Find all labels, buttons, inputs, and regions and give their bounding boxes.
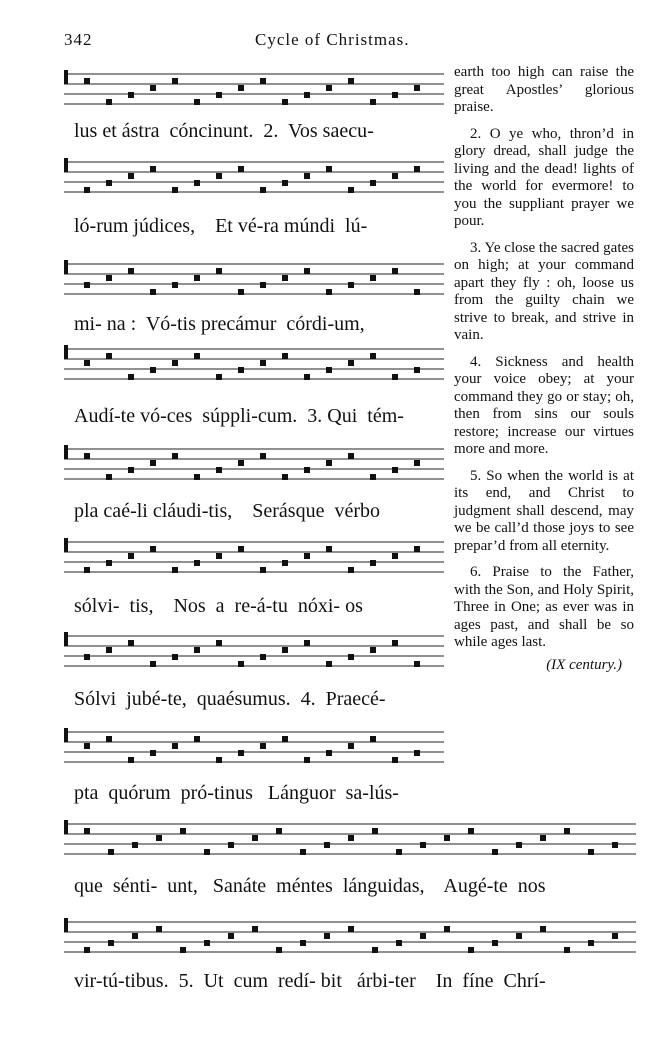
neume bbox=[396, 940, 402, 946]
neume bbox=[392, 553, 398, 559]
neume bbox=[128, 553, 134, 559]
neume bbox=[172, 187, 178, 193]
neume bbox=[444, 926, 450, 932]
neume bbox=[564, 947, 570, 953]
neume bbox=[84, 78, 90, 84]
neume bbox=[326, 367, 332, 373]
neume bbox=[84, 360, 90, 366]
neume bbox=[326, 546, 332, 552]
neume bbox=[84, 282, 90, 288]
neume bbox=[326, 289, 332, 295]
century-attribution: (IX century.) bbox=[546, 656, 622, 673]
neume bbox=[304, 467, 310, 473]
neume bbox=[84, 743, 90, 749]
neume bbox=[172, 360, 178, 366]
chant-staff-6 bbox=[64, 538, 444, 578]
neume bbox=[282, 736, 288, 742]
neume bbox=[414, 289, 420, 295]
neume bbox=[260, 654, 266, 660]
neume bbox=[128, 92, 134, 98]
clef-mark bbox=[64, 918, 68, 932]
neume bbox=[204, 940, 210, 946]
clef-mark bbox=[64, 632, 68, 646]
lyric-line-6: sólvi- tis, Nos a re-á-tu nóxi- os bbox=[74, 595, 363, 617]
lyric-line-8: pta quórum pró-tinus Lánguor sa-lús- bbox=[74, 782, 399, 804]
neume bbox=[260, 78, 266, 84]
neume bbox=[370, 180, 376, 186]
neume bbox=[150, 85, 156, 91]
neume bbox=[228, 933, 234, 939]
neume bbox=[370, 647, 376, 653]
neume bbox=[304, 92, 310, 98]
neume bbox=[276, 828, 282, 834]
clef-mark bbox=[64, 538, 68, 552]
staff-lines bbox=[64, 918, 636, 958]
neume bbox=[348, 926, 354, 932]
neume bbox=[172, 567, 178, 573]
neume bbox=[392, 757, 398, 763]
staff-lines bbox=[64, 345, 444, 385]
neume bbox=[326, 750, 332, 756]
neume bbox=[372, 947, 378, 953]
neume bbox=[414, 460, 420, 466]
neume bbox=[392, 374, 398, 380]
neume bbox=[392, 268, 398, 274]
english-translation bbox=[454, 64, 634, 674]
neume bbox=[468, 947, 474, 953]
chant-staff-2 bbox=[64, 158, 444, 198]
lyric-line-2: ló-rum júdices, Et vé-ra múndi lú- bbox=[74, 215, 368, 237]
neume bbox=[282, 180, 288, 186]
neume bbox=[414, 546, 420, 552]
neume bbox=[84, 828, 90, 834]
neume bbox=[194, 275, 200, 281]
neume bbox=[216, 553, 222, 559]
chant-staff-3 bbox=[64, 260, 444, 300]
neume bbox=[260, 453, 266, 459]
translation-stanza: earth too high can raise the great Apostles’ glorious praise. bbox=[454, 64, 634, 115]
neume bbox=[108, 849, 114, 855]
neume bbox=[392, 640, 398, 646]
neume bbox=[156, 926, 162, 932]
neume bbox=[414, 367, 420, 373]
neume bbox=[106, 647, 112, 653]
neume bbox=[128, 173, 134, 179]
neume bbox=[84, 453, 90, 459]
translation-stanza: 5. So when the world is at its end, and Christ to judgment shall descend, may we be call’d those joys to see prepar’d from all eternity. bbox=[454, 467, 634, 554]
neume bbox=[194, 353, 200, 359]
neume bbox=[414, 166, 420, 172]
neume bbox=[84, 567, 90, 573]
neume bbox=[282, 647, 288, 653]
neume bbox=[300, 940, 306, 946]
neume bbox=[370, 353, 376, 359]
neume bbox=[106, 560, 112, 566]
clef-mark bbox=[64, 728, 68, 742]
neume bbox=[326, 460, 332, 466]
neume bbox=[216, 268, 222, 274]
neume bbox=[348, 654, 354, 660]
neume bbox=[540, 926, 546, 932]
lyric-line-4: Audí-te vó-ces súppli-cum. 3. Qui tém- bbox=[74, 405, 404, 427]
neume bbox=[564, 828, 570, 834]
neume bbox=[216, 467, 222, 473]
neume bbox=[132, 842, 138, 848]
page-number: 342 bbox=[64, 30, 93, 49]
chant-staff-9 bbox=[64, 820, 636, 860]
neume bbox=[150, 289, 156, 295]
neume bbox=[128, 640, 134, 646]
neume bbox=[238, 546, 244, 552]
neume bbox=[128, 757, 134, 763]
neume bbox=[420, 842, 426, 848]
neume bbox=[282, 275, 288, 281]
neume bbox=[216, 640, 222, 646]
neume bbox=[108, 940, 114, 946]
neume bbox=[194, 647, 200, 653]
neume bbox=[194, 99, 200, 105]
translation-stanza: 2. O ye who, thron’d in glory dread, shall judge the living and the dead! lights of the world for evermore! to you the suppliant prayer we pour. bbox=[454, 125, 634, 229]
neume bbox=[304, 268, 310, 274]
neume bbox=[252, 835, 258, 841]
neume bbox=[150, 546, 156, 552]
neume bbox=[172, 453, 178, 459]
chant-staff-4 bbox=[64, 345, 444, 385]
translation-stanza: 3. Ye close the sacred gates on high; at your command apart they fly : oh, loose us from the guilty chain we strive to break, and strive in vain. bbox=[454, 239, 634, 343]
neume bbox=[348, 187, 354, 193]
staff-lines bbox=[64, 538, 444, 578]
neume bbox=[516, 933, 522, 939]
neume bbox=[216, 92, 222, 98]
neume bbox=[348, 78, 354, 84]
neume bbox=[612, 933, 618, 939]
neume bbox=[260, 187, 266, 193]
neume bbox=[300, 849, 306, 855]
lyric-line-9: que sénti- unt, Sanáte méntes lánguidas, Augé-te nos bbox=[74, 875, 546, 897]
neume bbox=[172, 743, 178, 749]
neume bbox=[172, 282, 178, 288]
neume bbox=[540, 835, 546, 841]
neume bbox=[84, 187, 90, 193]
neume bbox=[260, 567, 266, 573]
lyric-line-1: lus et ástra cóncinunt. 2. Vos saecu- bbox=[74, 120, 374, 142]
neume bbox=[252, 926, 258, 932]
neume bbox=[612, 842, 618, 848]
neume bbox=[106, 353, 112, 359]
neume bbox=[326, 166, 332, 172]
neume bbox=[324, 933, 330, 939]
neume bbox=[444, 835, 450, 841]
neume bbox=[324, 842, 330, 848]
chant-staff-8 bbox=[64, 728, 444, 768]
neume bbox=[128, 374, 134, 380]
neume bbox=[180, 828, 186, 834]
neume bbox=[228, 842, 234, 848]
neume bbox=[420, 933, 426, 939]
neume bbox=[150, 460, 156, 466]
neume bbox=[348, 743, 354, 749]
neume bbox=[106, 99, 112, 105]
neume bbox=[260, 743, 266, 749]
chant-staff-10 bbox=[64, 918, 636, 958]
neume bbox=[216, 757, 222, 763]
staff-lines bbox=[64, 820, 636, 860]
neume bbox=[396, 849, 402, 855]
neume bbox=[370, 560, 376, 566]
neume bbox=[392, 173, 398, 179]
neume bbox=[216, 173, 222, 179]
neume bbox=[238, 367, 244, 373]
neume bbox=[194, 180, 200, 186]
neume bbox=[194, 474, 200, 480]
neume bbox=[106, 736, 112, 742]
clef-mark bbox=[64, 820, 68, 834]
neume bbox=[414, 661, 420, 667]
neume bbox=[348, 282, 354, 288]
staff-lines bbox=[64, 158, 444, 198]
clef-mark bbox=[64, 445, 68, 459]
neume bbox=[370, 275, 376, 281]
neume bbox=[492, 940, 498, 946]
neume bbox=[238, 85, 244, 91]
neume bbox=[370, 99, 376, 105]
lyric-line-3: mi- na : Vó-tis precámur córdi-um, bbox=[74, 313, 365, 335]
neume bbox=[304, 757, 310, 763]
running-title: Cycle of Christmas. bbox=[255, 30, 410, 49]
neume bbox=[150, 750, 156, 756]
staff-lines bbox=[64, 632, 444, 672]
neume bbox=[238, 460, 244, 466]
neume bbox=[194, 736, 200, 742]
page-header bbox=[0, 30, 667, 52]
neume bbox=[348, 360, 354, 366]
lyric-line-7: Sólvi jubé-te, quaésumus. 4. Praecé- bbox=[74, 688, 386, 710]
chant-staff-7 bbox=[64, 632, 444, 672]
neume bbox=[132, 933, 138, 939]
neume bbox=[150, 367, 156, 373]
neume bbox=[372, 828, 378, 834]
neume bbox=[588, 849, 594, 855]
neume bbox=[468, 828, 474, 834]
neume bbox=[492, 849, 498, 855]
neume bbox=[392, 467, 398, 473]
lyric-line-10: vir-tú-tibus. 5. Ut cum redí- bit árbi-ter In fíne Chrí- bbox=[74, 970, 546, 992]
neume bbox=[414, 85, 420, 91]
neume bbox=[238, 289, 244, 295]
clef-mark bbox=[64, 260, 68, 274]
neume bbox=[414, 750, 420, 756]
neume bbox=[150, 661, 156, 667]
neume bbox=[204, 849, 210, 855]
neume bbox=[128, 268, 134, 274]
neume bbox=[172, 654, 178, 660]
chant-staff-5 bbox=[64, 445, 444, 485]
neume bbox=[282, 474, 288, 480]
neume bbox=[238, 166, 244, 172]
neume bbox=[304, 640, 310, 646]
neume bbox=[304, 553, 310, 559]
staff-lines bbox=[64, 728, 444, 768]
neume bbox=[84, 947, 90, 953]
translation-stanza: 4. Sickness and health your voice obey; at your command they go or stay; oh, then from sins our souls restore; increase our virtues more and more. bbox=[454, 353, 634, 457]
staff-lines bbox=[64, 260, 444, 300]
chant-staff-1 bbox=[64, 70, 444, 110]
neume bbox=[194, 560, 200, 566]
neume bbox=[276, 947, 282, 953]
neume bbox=[150, 166, 156, 172]
staff-lines bbox=[64, 445, 444, 485]
staff-lines bbox=[64, 70, 444, 110]
neume bbox=[348, 453, 354, 459]
neume bbox=[106, 275, 112, 281]
neume bbox=[282, 353, 288, 359]
lyric-line-5: pla caé-li cláudi-tis, Serásque vérbo bbox=[74, 500, 380, 522]
neume bbox=[370, 736, 376, 742]
neume bbox=[326, 85, 332, 91]
neume bbox=[304, 173, 310, 179]
neume bbox=[348, 835, 354, 841]
neume bbox=[588, 940, 594, 946]
translation-stanza: 6. Praise to the Father, with the Son, and Holy Spirit, Three in One; as ever was in ages past, and shall be so while ages last. bbox=[454, 564, 634, 650]
neume bbox=[238, 750, 244, 756]
neume bbox=[172, 78, 178, 84]
neume bbox=[304, 374, 310, 380]
neume bbox=[392, 92, 398, 98]
clef-mark bbox=[64, 345, 68, 359]
neume bbox=[260, 360, 266, 366]
clef-mark bbox=[64, 70, 68, 84]
neume bbox=[238, 661, 244, 667]
neume bbox=[326, 661, 332, 667]
neume bbox=[260, 282, 266, 288]
neume bbox=[106, 180, 112, 186]
neume bbox=[216, 374, 222, 380]
neume bbox=[156, 835, 162, 841]
neume bbox=[516, 842, 522, 848]
neume bbox=[106, 474, 112, 480]
neume bbox=[348, 567, 354, 573]
neume bbox=[282, 560, 288, 566]
neume bbox=[180, 947, 186, 953]
neume bbox=[370, 474, 376, 480]
neume bbox=[282, 99, 288, 105]
neume bbox=[84, 654, 90, 660]
neume bbox=[128, 467, 134, 473]
clef-mark bbox=[64, 158, 68, 172]
